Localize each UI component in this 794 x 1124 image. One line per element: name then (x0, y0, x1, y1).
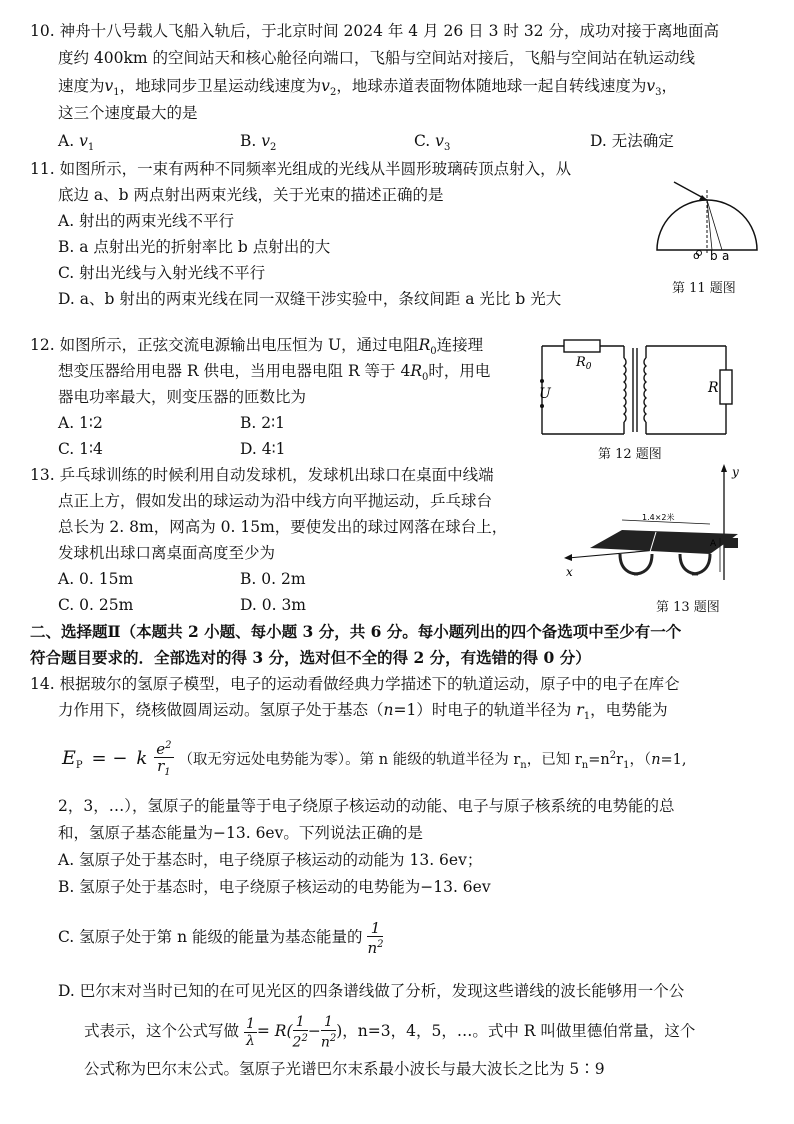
q14-line4: 2，3，…），氢原子的能量等于电子绕原子核运动的动能、电子与原子核系统的电势能的总 (58, 797, 675, 815)
q14-option-d-line1: D. 巴尔末对当时已知的在可见光区的四条谱线做了分析，发现这些谱线的波长能够用一个公 (58, 982, 685, 1000)
q13-ping-pong-table-figure (560, 462, 760, 588)
q12-option-a: A. 1∶2 (58, 414, 103, 432)
q11-option-a: A. 射出的两束光线不平行 (58, 212, 235, 230)
q10-option-b: B. $v_2$ (240, 132, 277, 154)
q13-launcher (724, 538, 738, 548)
q11-label-b: b (710, 249, 718, 260)
q12-label-r: R (708, 380, 719, 396)
q10-option-d: D. 无法确定 (590, 132, 674, 150)
section2-heading-line1: 二、选择题Ⅱ（本题共 2 小题、每小题 3 分，共 6 分。每小题列出的四个备选项中至少有一个 (30, 622, 682, 641)
q11-line1: 11. 如图所示，一束有两种不同频率光组成的光线从半圆形玻璃砖顶点射入，从 (30, 160, 572, 178)
q10-line1: 10. 神舟十八号载人飞船入轨后，于北京时间 2024 年 4 月 26 日 3 时 32 分，成功对接于离地面高 (30, 22, 719, 40)
q13-caption: 第 13 题图 (656, 600, 720, 615)
q10-line2: 度约 400km 的空间站天和核心舱径向端口，飞船与空间站对接后，飞船与空间站在轨运动线 (58, 49, 696, 67)
q12-option-c: C. 1∶4 (58, 440, 103, 458)
q13-option-a: A. 0. 15m (58, 570, 134, 588)
section2-heading-line2: 符合题目要求的．全部选对的得 3 分，选对但不全的得 2 分，有选错的得 0 分） (30, 648, 591, 667)
q14-option-d-line2: 式表示，这个公式写做 $\frac{1}{\lambda}$ = R( $\frac{1}{2^2}$ − $\frac{1}{n^2}$ )，n=3，4，5，…。式中 R 叫做里德伯常量，这个 (84, 1013, 696, 1051)
q12-transformer-circuit (536, 334, 746, 440)
q12-terminal-top (540, 379, 544, 383)
q11-option-c: C. 射出光线与入射光线不平行 (58, 264, 266, 282)
q12-resistor-r (720, 370, 732, 404)
q14-line1: 14. 根据玻尔的氢原子模型，电子的运动看做经典力学描述下的轨道运动，原子中的电子在库仑 (30, 675, 680, 693)
q13-dimension-label: 1.4×2米 (642, 513, 675, 522)
q12-label-u: U (539, 386, 551, 402)
q14-option-d-line3: 公式称为巴尔末公式。氢原子光谱巴尔末系最小波长与最大波长之比为 5∶9 (84, 1060, 605, 1078)
q11-option-d: D. a、b 射出的两束光线在同一双缝干涉实验中，条纹间距 a 光比 b 光大 (58, 290, 562, 308)
q12-line3: 器电功率最大，则变压器的匝数比为 (58, 388, 307, 406)
q12-terminal-bottom (540, 404, 544, 408)
q14-option-c: C. 氢原子处于第 n 能级的能量为基态能量的 $\frac{1}{n^2}$ (58, 919, 384, 957)
q14-line5: 和，氢原子基态能量为−13. 6ev。下列说法正确的是 (58, 824, 423, 842)
q13-line3: 总长为 2. 8m，网高为 0. 15m，要使发出的球过网落在球台上， (58, 518, 508, 536)
q14-option-a: A. 氢原子处于基态时，电子绕原子核运动的动能为 13. 6ev； (58, 851, 483, 869)
q11-caption: 第 11 题图 (672, 281, 736, 296)
q12-secondary-coil (644, 358, 646, 422)
q11-line2: 底边 a、b 两点射出两束光线，关于光束的描述正确的是 (58, 186, 444, 204)
q13-label-a: A (710, 539, 717, 549)
q10-option-c: C. $v_3$ (414, 132, 451, 154)
q13-option-c: C. 0. 25m (58, 596, 134, 614)
q12-option-b: B. 2∶1 (240, 414, 286, 432)
q12-caption: 第 12 题图 (598, 447, 662, 462)
q13-label-x: x (566, 565, 573, 579)
q12-primary-coil (624, 358, 626, 422)
q11-label-o: o (693, 249, 700, 260)
q11-semicircle-figure (652, 180, 762, 260)
q10-option-a: A. $v_1$ (58, 132, 95, 154)
q13-line4: 发球机出球口离桌面高度至少为 (58, 544, 276, 562)
q12-option-d: D. 4∶1 (240, 440, 286, 458)
q14-potential-energy-formula: $E_P$ = − k $\frac{e^2}{r_1}$ （取无穷远处电势能为零）。第 n 能级的轨道半径为 $r_n$，已知 $r_n=n^2r_1$，（n=1, (62, 740, 687, 779)
q12-line2: 想变压器给用电器 R 供电，当用电器电阻 R 等于 $4R_0$时，用电 (58, 362, 491, 384)
q13-option-b: B. 0. 2m (240, 570, 306, 588)
q10-line4: 这三个速度最大的是 (58, 104, 198, 122)
q14-line2: 力作用下，绕核做圆周运动。氢原子处于基态（n=1）时电子的轨道半径为 $r_1$，电势能为 (58, 701, 668, 723)
q13-option-d: D. 0. 3m (240, 596, 307, 614)
q13-label-y: y (732, 465, 739, 479)
q11-option-b: B. a 点射出光的折射率比 b 点射出的大 (58, 238, 331, 256)
q13-line1: 13. 乒乓球训练的时候利用自动发球机，发球机出球口在桌面中线端 (30, 466, 494, 484)
q12-label-r0: $R_0$ (576, 355, 592, 372)
q12-resistor-r0 (564, 340, 600, 352)
q14-option-b: B. 氢原子处于基态时，电子绕原子核运动的电势能为−13. 6ev (58, 878, 491, 896)
q12-line1: 12. 如图所示，正弦交流电源输出电压恒为 U，通过电阻$R_0$连接理 (30, 336, 484, 358)
q13-line2: 点正上方，假如发出的球运动为沿中线方向平抛运动，乒乓球台 (58, 492, 493, 510)
q11-label-a: a (722, 249, 730, 260)
q10-line3: 速度为$v_1$，地球同步卫星运动线速度为$v_2$，地球赤道表面物体随地球一起自转线速度为$v_3$， (58, 77, 677, 99)
